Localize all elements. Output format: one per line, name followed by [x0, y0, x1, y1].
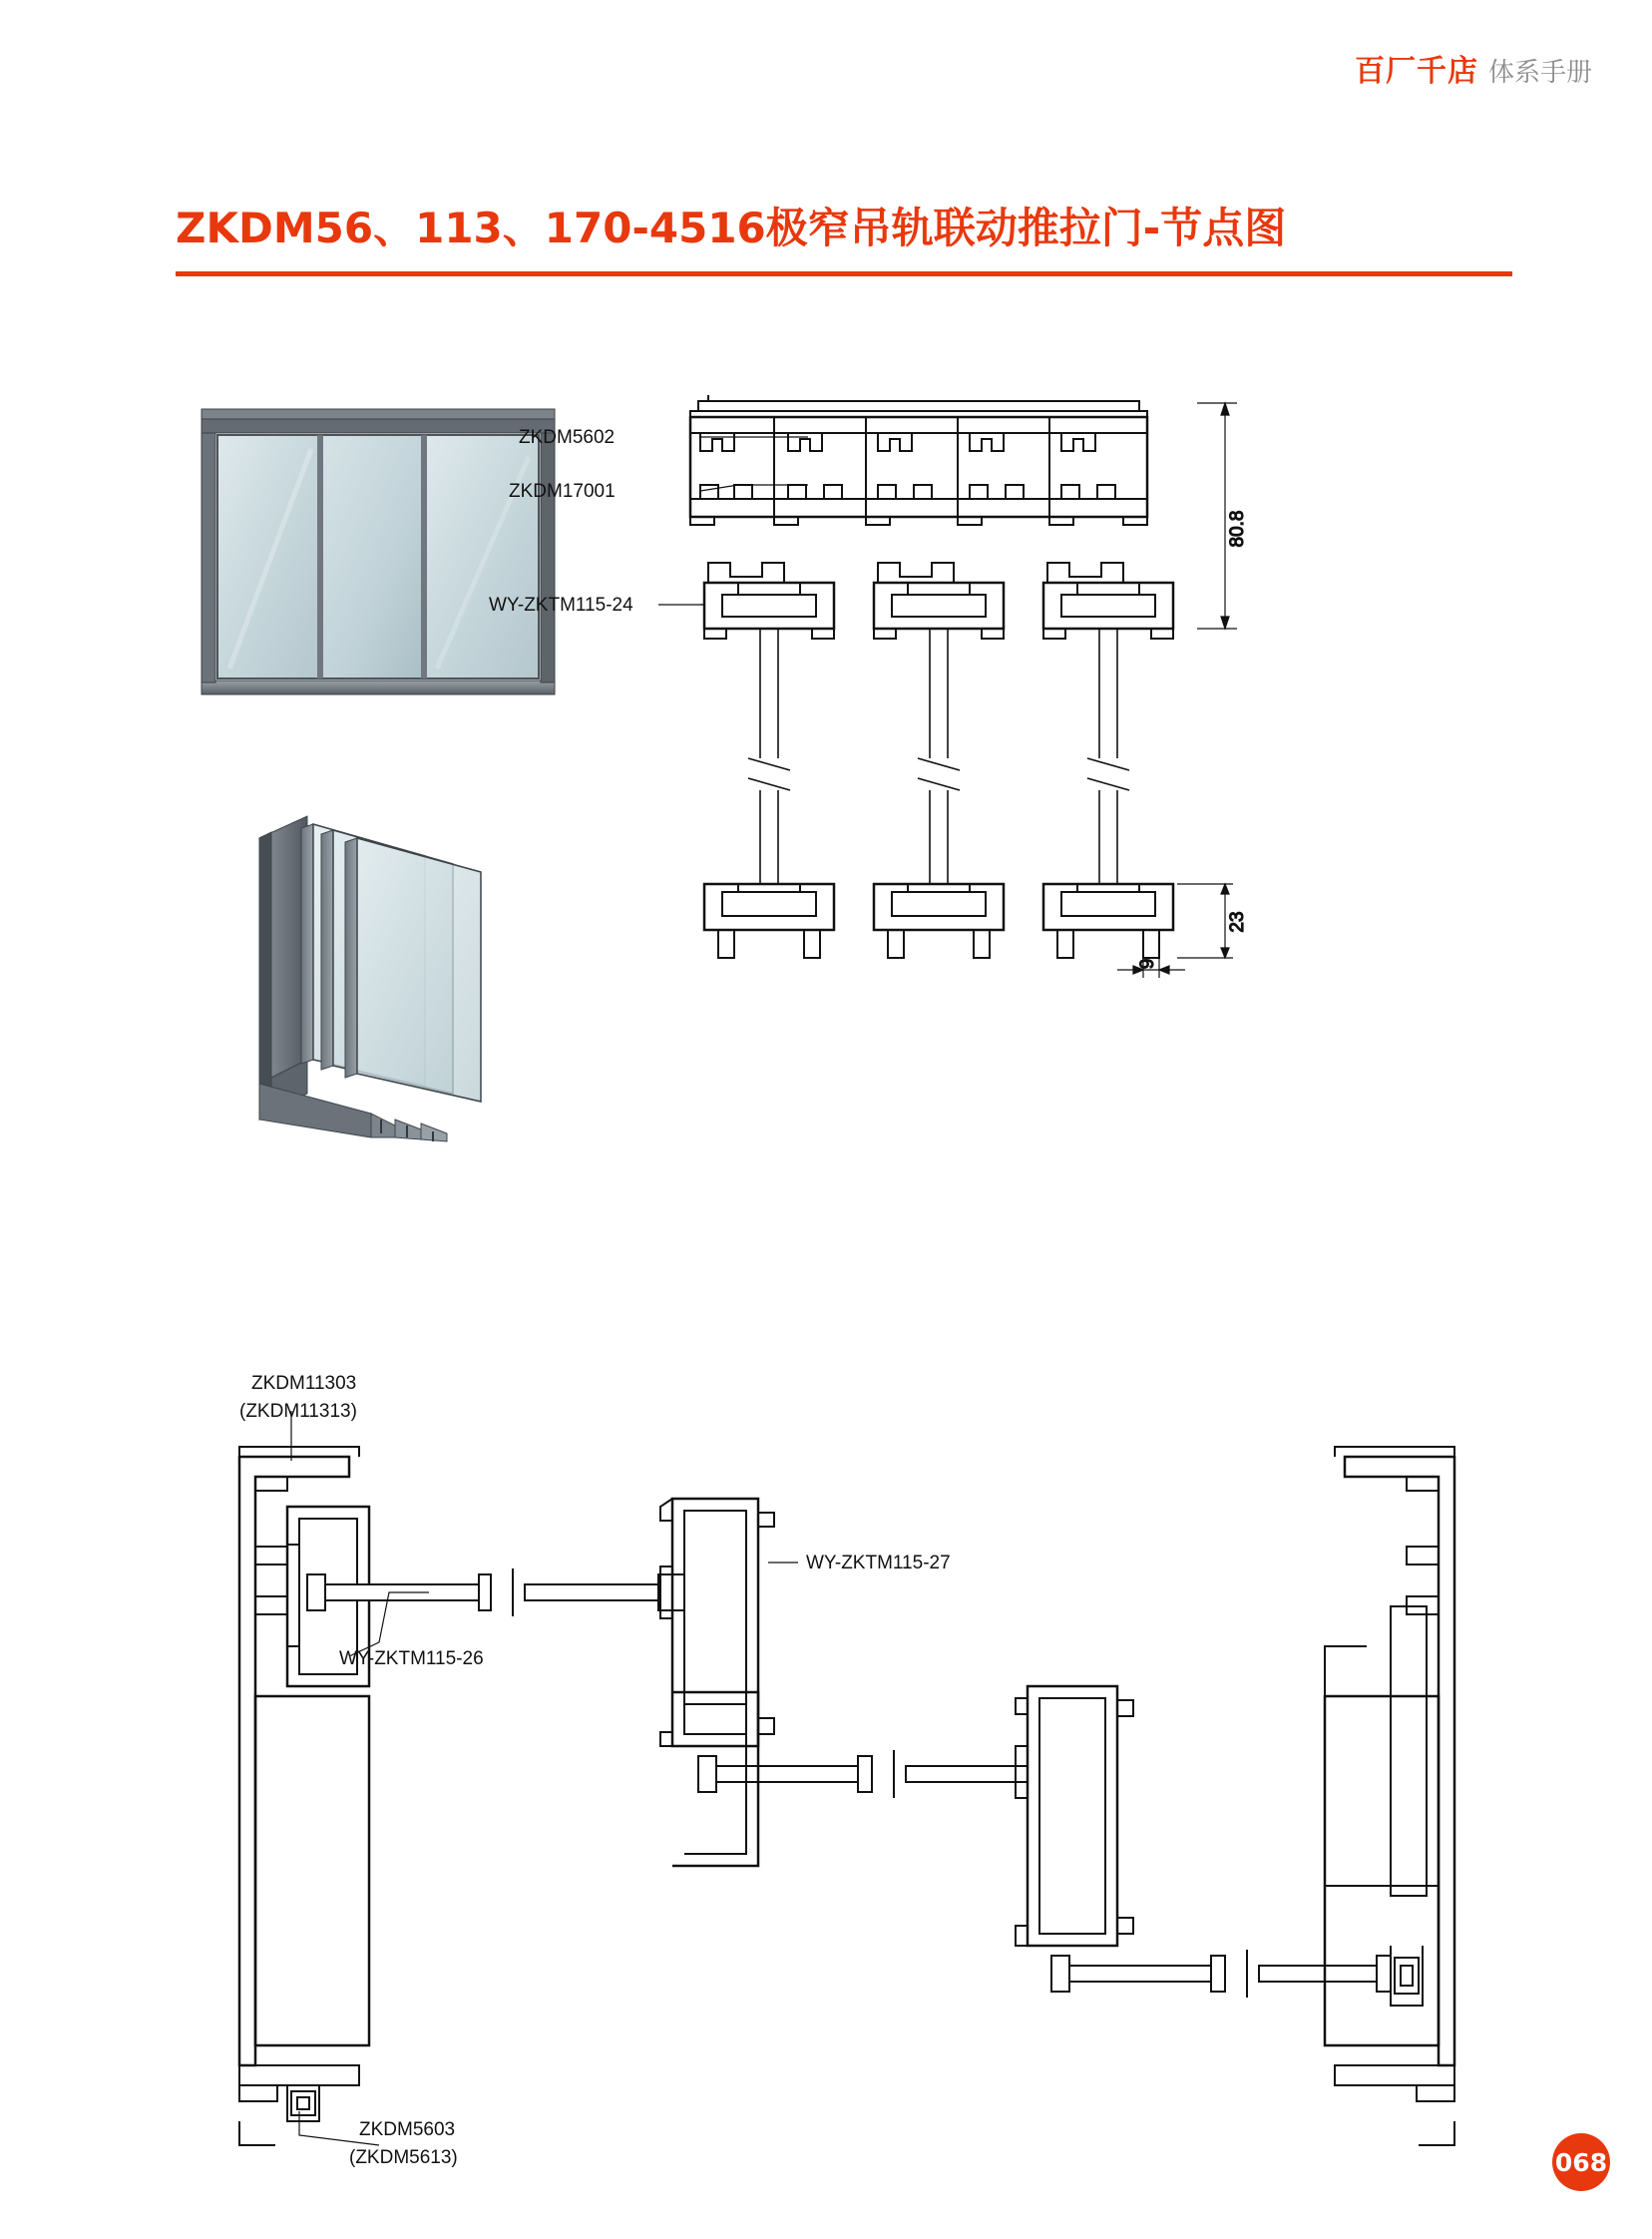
label-zkdm11303: ZKDM11303: [251, 1373, 357, 1394]
label-zkdm5602: ZKDM5602: [519, 427, 616, 448]
interlock-bar-1: [307, 1568, 672, 1616]
profile-zkdm5602: [690, 395, 1147, 525]
label-wy-zktm115-27: WY-ZKTM115-27: [806, 1553, 951, 1573]
profile-left-jamb: [239, 1447, 369, 2145]
brand-logo-text: 百厂千店: [1354, 54, 1478, 89]
dimension-label-23: 23: [1227, 911, 1248, 933]
page-number-badge: 068: [1552, 2133, 1610, 2191]
page-header: [1355, 46, 1592, 90]
glass-stack-figure: [249, 808, 569, 1137]
profile-wy-zktm115-24: [704, 563, 834, 639]
leader-lines: [658, 437, 808, 605]
profile-right-jamb: [1325, 1447, 1454, 2145]
bottom-rail-profile: [1043, 884, 1173, 958]
top-section-drawing: [489, 399, 1536, 1217]
door-render-figure: [200, 399, 559, 718]
profile-wy-zktm115-24: [874, 563, 1004, 639]
vertical-stile-group: [748, 629, 1129, 884]
title-block: [176, 196, 1512, 276]
dimension-80-8: [1197, 403, 1248, 629]
bottom-rail-group: [704, 884, 1173, 958]
label-zkdm5603: ZKDM5603: [359, 2119, 456, 2140]
bottom-rail-profile: [874, 884, 1004, 958]
dimension-label-80-8: 80.8: [1227, 510, 1248, 548]
dimension-9: [1117, 930, 1185, 978]
bottom-rail-profile: [704, 884, 834, 958]
brand-subtitle: 体系手册: [1487, 58, 1592, 88]
label-zkdm17001: ZKDM17001: [509, 481, 616, 502]
label-zkdm5613: (ZKDM5613): [349, 2147, 458, 2168]
glass-leaf-3: [345, 838, 481, 1102]
interlock-bar-3: [1051, 1950, 1391, 1998]
profile-wy-zktm115-24: [1043, 563, 1173, 639]
door-stile-1: [317, 435, 323, 678]
profile-middle-leaf-3: [1016, 1686, 1133, 1946]
profile-wy-zktm115-24-group: [704, 563, 1173, 639]
dimension-23: [1177, 884, 1248, 958]
bottom-section-drawing: [229, 1373, 1466, 2168]
glass-stack-jamb: [259, 816, 307, 1120]
door-stile-2: [421, 435, 427, 678]
interlock-bar-2: [698, 1750, 1028, 1798]
label-wy-zktm115-24: WY-ZKTM115-24: [489, 595, 633, 616]
label-zkdm11313: (ZKDM11313): [239, 1401, 357, 1422]
title-divider: [176, 271, 1512, 276]
label-wy-zktm115-26: WY-ZKTM115-26: [339, 1648, 484, 1669]
door-leaf-middle: [321, 435, 425, 678]
page-title: ZKDM56、113、170-4516极窄吊轨联动推拉门-节点图: [176, 204, 1287, 252]
glass-stack-sill: [259, 1084, 447, 1141]
dimension-label-9: 9: [1137, 958, 1158, 970]
